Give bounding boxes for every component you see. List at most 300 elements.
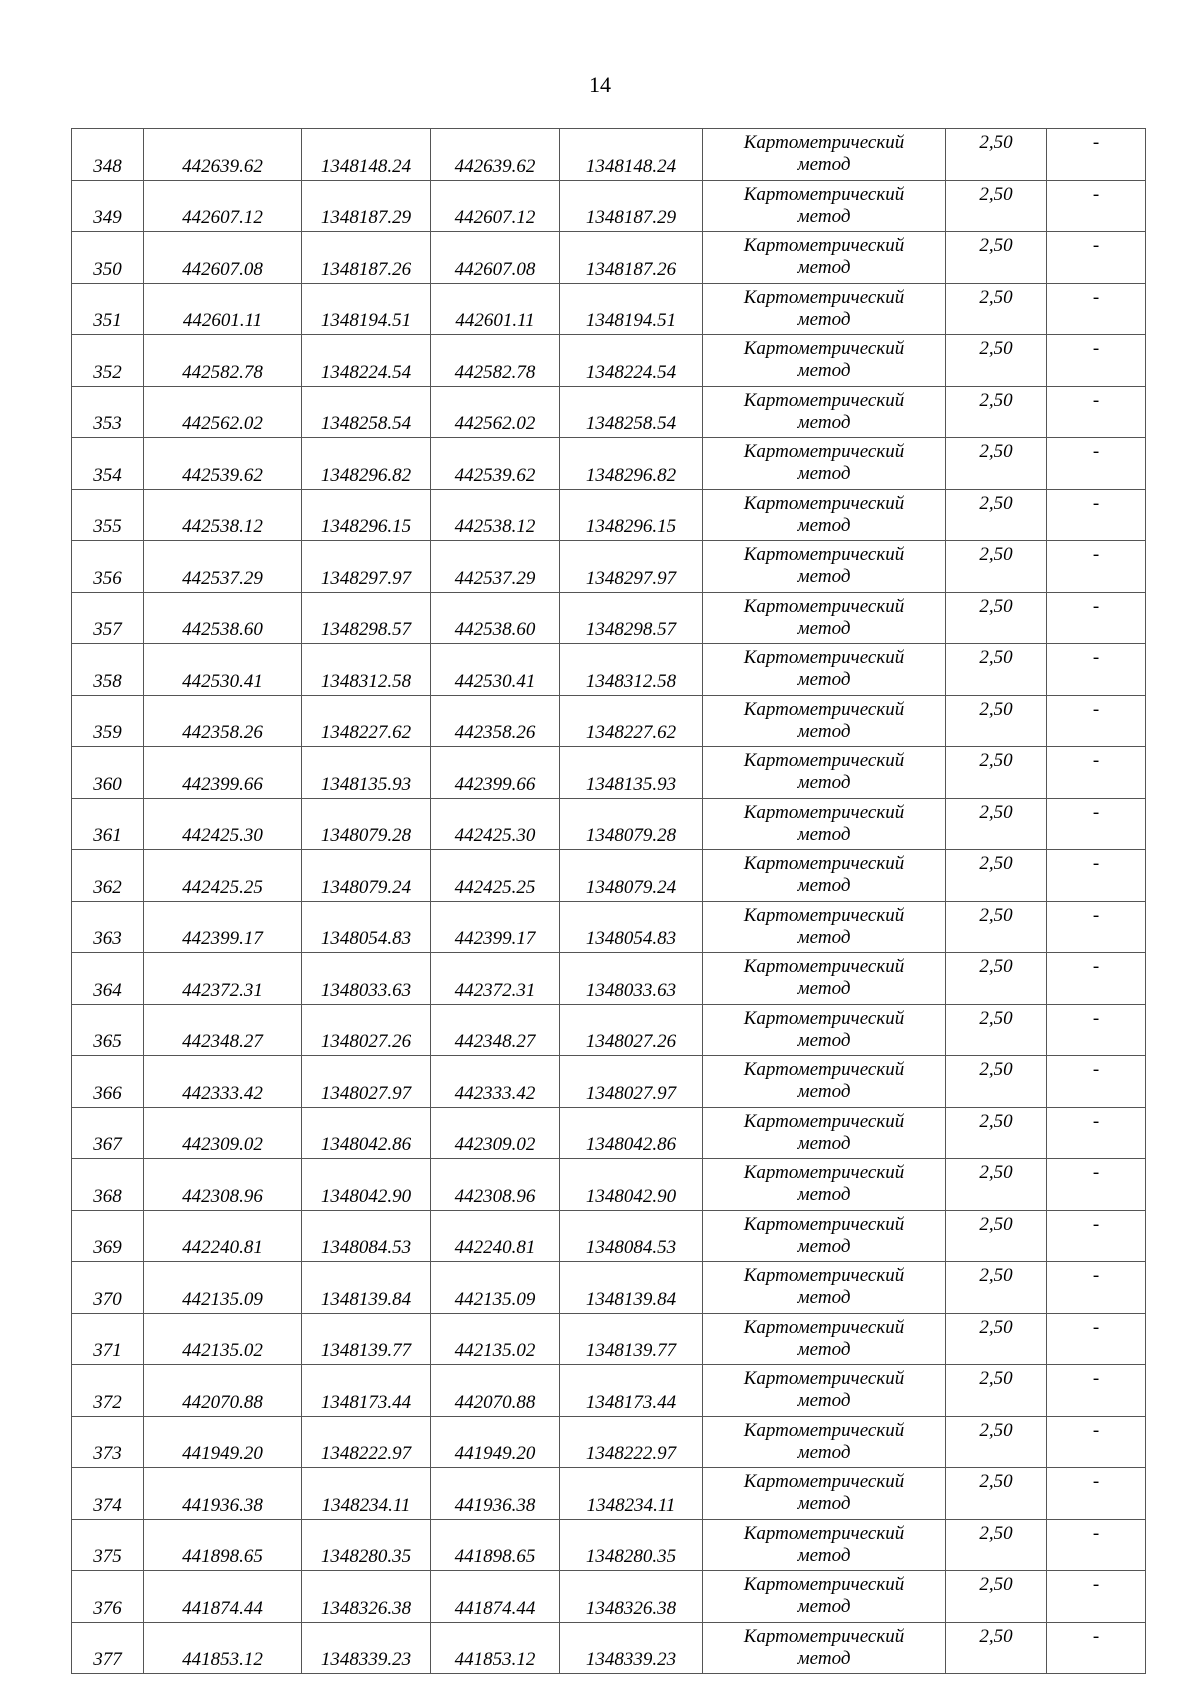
accuracy-cell: 2,50 [946,1159,1047,1211]
method-label-line2: метод [797,360,851,382]
accuracy-cell: 2,50 [946,1622,1047,1674]
table-row [72,1622,1146,1674]
method-label-line1: Картометрический [743,647,905,669]
y-existing-cell: 1348054.83 [302,901,431,953]
x-existing-cell: 441898.65 [144,1519,302,1571]
note-cell: - [1047,1519,1146,1571]
method-cell [703,1622,946,1674]
point-number-cell: 356 [72,541,144,593]
y-specified-cell: 1348187.29 [560,180,703,232]
table-body [72,129,1146,1674]
x-specified-cell: 441874.44 [431,1571,560,1623]
accuracy-cell: 2,50 [946,901,1047,953]
y-existing-cell: 1348297.97 [302,541,431,593]
method-label-line1: Картометрический [743,1574,905,1596]
method-label-line2: метод [797,1287,851,1309]
method-label-line1: Картометрический [743,389,905,411]
method-label-line1: Картометрический [743,1059,905,1081]
note-cell: - [1047,953,1146,1005]
method-cell [703,489,946,541]
table-row [72,850,1146,902]
x-specified-cell: 441898.65 [431,1519,560,1571]
method-label-line2: метод [797,1184,851,1206]
table-row [72,1056,1146,1108]
point-number-cell: 353 [72,386,144,438]
method-cell [703,747,946,799]
x-existing-cell: 442607.12 [144,180,302,232]
x-existing-cell: 442562.02 [144,386,302,438]
y-existing-cell: 1348326.38 [302,1571,431,1623]
method-label-line1: Картометрический [743,956,905,978]
method-cell [703,283,946,335]
method-cell [703,644,946,696]
y-specified-cell: 1348258.54 [560,386,703,438]
method-label-line1: Картометрический [743,544,905,566]
y-existing-cell: 1348194.51 [302,283,431,335]
method-cell [703,1210,946,1262]
y-existing-cell: 1348296.82 [302,438,431,490]
note-cell: - [1047,592,1146,644]
y-existing-cell: 1348033.63 [302,953,431,1005]
y-existing-cell: 1348312.58 [302,644,431,696]
y-specified-cell: 1348187.26 [560,232,703,284]
x-existing-cell: 441874.44 [144,1571,302,1623]
page-number: 14 [589,72,611,97]
accuracy-cell: 2,50 [946,953,1047,1005]
note-cell: - [1047,798,1146,850]
point-number-cell: 362 [72,850,144,902]
method-cell [703,592,946,644]
y-specified-cell: 1348194.51 [560,283,703,335]
x-specified-cell: 442399.66 [431,747,560,799]
y-existing-cell: 1348187.26 [302,232,431,284]
method-label-line1: Картометрический [743,235,905,257]
point-number-cell: 375 [72,1519,144,1571]
method-cell [703,129,946,181]
y-existing-cell: 1348084.53 [302,1210,431,1262]
method-label-line1: Картометрический [743,1368,905,1390]
point-number-cell: 358 [72,644,144,696]
accuracy-cell: 2,50 [946,850,1047,902]
y-existing-cell: 1348339.23 [302,1622,431,1674]
method-label-line1: Картометрический [743,1007,905,1029]
method-label-line1: Картометрический [743,1213,905,1235]
y-specified-cell: 1348084.53 [560,1210,703,1262]
method-label-line2: метод [797,1132,851,1154]
y-existing-cell: 1348173.44 [302,1365,431,1417]
accuracy-cell: 2,50 [946,1468,1047,1520]
accuracy-cell: 2,50 [946,695,1047,747]
method-label-line2: метод [797,823,851,845]
x-existing-cell: 442582.78 [144,335,302,387]
x-specified-cell: 442607.12 [431,180,560,232]
point-number-cell: 374 [72,1468,144,1520]
x-existing-cell: 442607.08 [144,232,302,284]
table-row [72,438,1146,490]
method-cell [703,695,946,747]
accuracy-cell: 2,50 [946,1519,1047,1571]
method-label-line2: метод [797,875,851,897]
x-specified-cell: 442562.02 [431,386,560,438]
table-row [72,695,1146,747]
y-existing-cell: 1348280.35 [302,1519,431,1571]
point-number-cell: 360 [72,747,144,799]
table-row [72,1210,1146,1262]
x-specified-cell: 441936.38 [431,1468,560,1520]
table-row [72,489,1146,541]
method-label-line1: Картометрический [743,1471,905,1493]
method-label-line2: метод [797,772,851,794]
point-number-cell: 349 [72,180,144,232]
y-existing-cell: 1348027.26 [302,1004,431,1056]
x-specified-cell: 442135.02 [431,1313,560,1365]
y-existing-cell: 1348079.28 [302,798,431,850]
y-specified-cell: 1348027.97 [560,1056,703,1108]
point-number-cell: 367 [72,1107,144,1159]
x-existing-cell: 442333.42 [144,1056,302,1108]
note-cell: - [1047,1262,1146,1314]
method-cell [703,850,946,902]
accuracy-cell: 2,50 [946,1210,1047,1262]
y-specified-cell: 1348312.58 [560,644,703,696]
y-specified-cell: 1348234.11 [560,1468,703,1520]
x-specified-cell: 442538.12 [431,489,560,541]
x-existing-cell: 442348.27 [144,1004,302,1056]
y-specified-cell: 1348042.90 [560,1159,703,1211]
x-specified-cell: 441949.20 [431,1416,560,1468]
method-label-line2: метод [797,205,851,227]
x-specified-cell: 442358.26 [431,695,560,747]
x-specified-cell: 442348.27 [431,1004,560,1056]
y-specified-cell: 1348296.82 [560,438,703,490]
method-label-line2: метод [797,566,851,588]
point-number-cell: 364 [72,953,144,1005]
x-existing-cell: 442240.81 [144,1210,302,1262]
note-cell: - [1047,438,1146,490]
x-existing-cell: 442530.41 [144,644,302,696]
method-cell [703,232,946,284]
point-number-cell: 359 [72,695,144,747]
point-number-cell: 363 [72,901,144,953]
table-row [72,953,1146,1005]
x-specified-cell: 442601.11 [431,283,560,335]
accuracy-cell: 2,50 [946,386,1047,438]
table-row [72,644,1146,696]
point-number-cell: 355 [72,489,144,541]
method-label-line1: Картометрический [743,338,905,360]
x-specified-cell: 442538.60 [431,592,560,644]
method-label-line2: метод [797,1647,851,1669]
note-cell: - [1047,232,1146,284]
point-number-cell: 373 [72,1416,144,1468]
accuracy-cell: 2,50 [946,1416,1047,1468]
y-specified-cell: 1348054.83 [560,901,703,953]
x-specified-cell: 441853.12 [431,1622,560,1674]
method-label-line1: Картометрический [743,595,905,617]
table-row [72,798,1146,850]
y-specified-cell: 1348079.28 [560,798,703,850]
x-specified-cell: 442639.62 [431,129,560,181]
y-existing-cell: 1348042.86 [302,1107,431,1159]
x-existing-cell: 442538.12 [144,489,302,541]
note-cell: - [1047,1107,1146,1159]
y-specified-cell: 1348298.57 [560,592,703,644]
method-label-line1: Картометрический [743,286,905,308]
point-number-cell: 377 [72,1622,144,1674]
x-specified-cell: 442530.41 [431,644,560,696]
point-number-cell: 354 [72,438,144,490]
x-existing-cell: 442135.02 [144,1313,302,1365]
note-cell: - [1047,1416,1146,1468]
x-specified-cell: 442607.08 [431,232,560,284]
x-existing-cell: 442399.66 [144,747,302,799]
method-label-line2: метод [797,1081,851,1103]
x-existing-cell: 442639.62 [144,129,302,181]
y-specified-cell: 1348280.35 [560,1519,703,1571]
method-cell [703,438,946,490]
note-cell: - [1047,1365,1146,1417]
y-specified-cell: 1348227.62 [560,695,703,747]
table-row [72,283,1146,335]
x-specified-cell: 442372.31 [431,953,560,1005]
x-existing-cell: 441853.12 [144,1622,302,1674]
point-number-cell: 366 [72,1056,144,1108]
x-specified-cell: 442399.17 [431,901,560,953]
point-number-cell: 369 [72,1210,144,1262]
point-number-cell: 357 [72,592,144,644]
x-specified-cell: 442333.42 [431,1056,560,1108]
x-specified-cell: 442240.81 [431,1210,560,1262]
note-cell: - [1047,386,1146,438]
accuracy-cell: 2,50 [946,1365,1047,1417]
x-specified-cell: 442308.96 [431,1159,560,1211]
method-label-line2: метод [797,1338,851,1360]
method-label-line1: Картометрический [743,801,905,823]
method-cell [703,1262,946,1314]
table-row [72,1416,1146,1468]
table-row [72,1468,1146,1520]
accuracy-cell: 2,50 [946,489,1047,541]
table-row [72,1365,1146,1417]
accuracy-cell: 2,50 [946,747,1047,799]
note-cell: - [1047,283,1146,335]
x-specified-cell: 442582.78 [431,335,560,387]
note-cell: - [1047,695,1146,747]
note-cell: - [1047,1468,1146,1520]
method-label-line1: Картометрический [743,492,905,514]
method-cell [703,386,946,438]
table-row [72,335,1146,387]
method-cell [703,1313,946,1365]
y-existing-cell: 1348042.90 [302,1159,431,1211]
method-label-line1: Картометрический [743,1162,905,1184]
table-row [72,129,1146,181]
x-specified-cell: 442135.09 [431,1262,560,1314]
note-cell: - [1047,1056,1146,1108]
note-cell: - [1047,335,1146,387]
table-row [72,901,1146,953]
note-cell: - [1047,850,1146,902]
x-specified-cell: 442537.29 [431,541,560,593]
note-cell: - [1047,1159,1146,1211]
table-row [72,1519,1146,1571]
accuracy-cell: 2,50 [946,1004,1047,1056]
method-cell [703,1056,946,1108]
x-existing-cell: 442372.31 [144,953,302,1005]
y-existing-cell: 1348234.11 [302,1468,431,1520]
note-cell: - [1047,541,1146,593]
note-cell: - [1047,1313,1146,1365]
x-existing-cell: 442399.17 [144,901,302,953]
method-label-line2: метод [797,720,851,742]
note-cell: - [1047,180,1146,232]
point-number-cell: 370 [72,1262,144,1314]
table-row [72,747,1146,799]
method-label-line1: Картометрический [743,1316,905,1338]
table-row [72,180,1146,232]
point-number-cell: 368 [72,1159,144,1211]
y-specified-cell: 1348297.97 [560,541,703,593]
method-label-line2: метод [797,669,851,691]
y-existing-cell: 1348148.24 [302,129,431,181]
accuracy-cell: 2,50 [946,335,1047,387]
y-specified-cell: 1348224.54 [560,335,703,387]
method-label-line2: метод [797,1596,851,1618]
x-specified-cell: 442309.02 [431,1107,560,1159]
method-label-line2: метод [797,1235,851,1257]
x-existing-cell: 442539.62 [144,438,302,490]
note-cell: - [1047,489,1146,541]
y-specified-cell: 1348222.97 [560,1416,703,1468]
accuracy-cell: 2,50 [946,438,1047,490]
x-existing-cell: 442425.30 [144,798,302,850]
method-cell [703,1004,946,1056]
method-label-line2: метод [797,926,851,948]
y-specified-cell: 1348296.15 [560,489,703,541]
x-existing-cell: 442309.02 [144,1107,302,1159]
x-specified-cell: 442539.62 [431,438,560,490]
y-existing-cell: 1348296.15 [302,489,431,541]
y-existing-cell: 1348258.54 [302,386,431,438]
x-specified-cell: 442425.30 [431,798,560,850]
method-label-line1: Картометрический [743,698,905,720]
accuracy-cell: 2,50 [946,129,1047,181]
point-number-cell: 365 [72,1004,144,1056]
method-label-line2: метод [797,154,851,176]
table-row [72,1313,1146,1365]
method-label-line2: метод [797,1390,851,1412]
coordinates-table [71,128,1146,1674]
x-existing-cell: 442070.88 [144,1365,302,1417]
method-cell [703,953,946,1005]
note-cell: - [1047,644,1146,696]
table-row [72,232,1146,284]
x-existing-cell: 442135.09 [144,1262,302,1314]
method-label-line2: метод [797,617,851,639]
accuracy-cell: 2,50 [946,592,1047,644]
accuracy-cell: 2,50 [946,541,1047,593]
method-label-line2: метод [797,1493,851,1515]
x-existing-cell: 441949.20 [144,1416,302,1468]
y-specified-cell: 1348033.63 [560,953,703,1005]
point-number-cell: 361 [72,798,144,850]
method-label-line1: Картометрический [743,750,905,772]
point-number-cell: 351 [72,283,144,335]
y-existing-cell: 1348139.84 [302,1262,431,1314]
method-label-line1: Картометрический [743,1110,905,1132]
method-label-line1: Картометрический [743,1265,905,1287]
y-existing-cell: 1348298.57 [302,592,431,644]
x-existing-cell: 441936.38 [144,1468,302,1520]
y-specified-cell: 1348173.44 [560,1365,703,1417]
note-cell: - [1047,1571,1146,1623]
method-cell [703,1416,946,1468]
method-label-line1: Картометрический [743,1419,905,1441]
method-label-line1: Картометрический [743,853,905,875]
y-existing-cell: 1348079.24 [302,850,431,902]
y-existing-cell: 1348139.77 [302,1313,431,1365]
accuracy-cell: 2,50 [946,1262,1047,1314]
y-existing-cell: 1348027.97 [302,1056,431,1108]
accuracy-cell: 2,50 [946,798,1047,850]
accuracy-cell: 2,50 [946,1571,1047,1623]
method-label-line1: Картометрический [743,441,905,463]
point-number-cell: 372 [72,1365,144,1417]
x-existing-cell: 442537.29 [144,541,302,593]
method-cell [703,1571,946,1623]
method-label-line2: метод [797,1029,851,1051]
method-label-line2: метод [797,411,851,433]
note-cell: - [1047,129,1146,181]
method-cell [703,1365,946,1417]
method-label-line2: метод [797,1441,851,1463]
y-specified-cell: 1348139.84 [560,1262,703,1314]
table-row [72,1107,1146,1159]
y-existing-cell: 1348224.54 [302,335,431,387]
y-specified-cell: 1348148.24 [560,129,703,181]
point-number-cell: 352 [72,335,144,387]
method-cell [703,1107,946,1159]
y-specified-cell: 1348042.86 [560,1107,703,1159]
method-cell [703,1468,946,1520]
table-row [72,1262,1146,1314]
y-specified-cell: 1348079.24 [560,850,703,902]
method-label-line2: метод [797,257,851,279]
accuracy-cell: 2,50 [946,180,1047,232]
y-specified-cell: 1348027.26 [560,1004,703,1056]
x-specified-cell: 442070.88 [431,1365,560,1417]
method-cell [703,335,946,387]
y-existing-cell: 1348187.29 [302,180,431,232]
y-specified-cell: 1348326.38 [560,1571,703,1623]
method-label-line2: метод [797,978,851,1000]
accuracy-cell: 2,50 [946,283,1047,335]
y-specified-cell: 1348139.77 [560,1313,703,1365]
method-cell [703,1159,946,1211]
method-label-line2: метод [797,308,851,330]
method-label-line2: метод [797,463,851,485]
note-cell: - [1047,1004,1146,1056]
x-specified-cell: 442425.25 [431,850,560,902]
method-cell [703,1519,946,1571]
method-label-line1: Картометрический [743,1625,905,1647]
point-number-cell: 371 [72,1313,144,1365]
method-label-line2: метод [797,1544,851,1566]
method-label-line2: метод [797,514,851,536]
note-cell: - [1047,747,1146,799]
x-existing-cell: 442425.25 [144,850,302,902]
x-existing-cell: 442308.96 [144,1159,302,1211]
